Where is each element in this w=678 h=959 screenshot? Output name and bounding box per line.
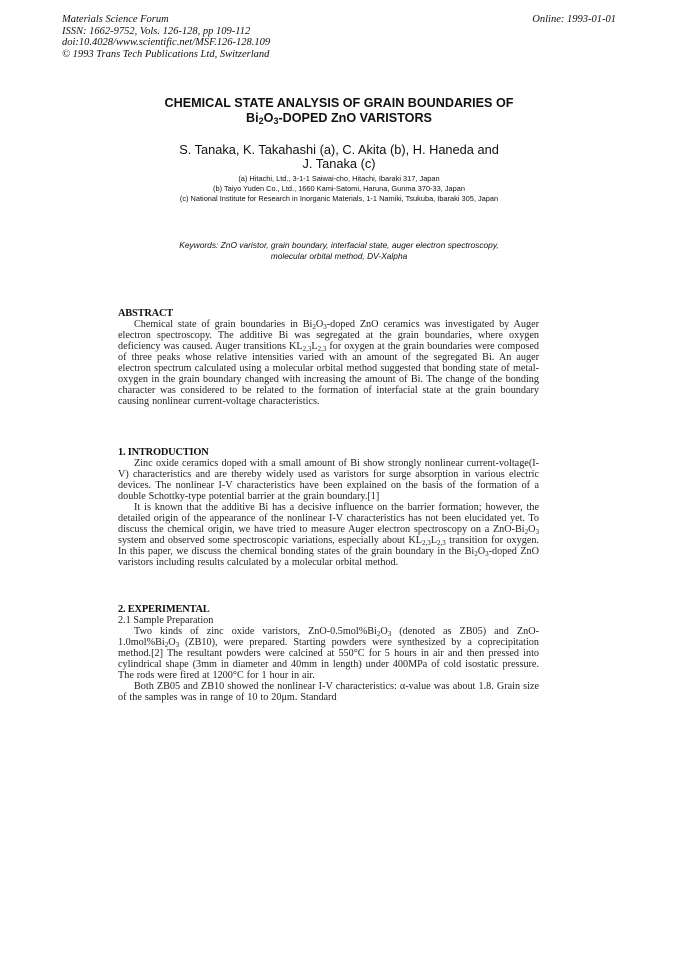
journal-meta [62, 14, 270, 60]
journal-name: Materials Science Forum [62, 14, 169, 25]
online-date: Online: 1993-01-01 [532, 14, 616, 25]
affiliation-a: (a) Hitachi, Ltd., 3-1-1 Saiwai-cho, Hitachi, Ibaraki 317, Japan [238, 174, 440, 183]
keywords-line-2: molecular orbital method, DV-Xalpha [270, 251, 408, 261]
introduction-heading: 1. INTRODUCTION [118, 447, 209, 458]
introduction-paragraph-2: It is known that the additive Bi has a decisive influence on the barrier formation; however, the detailed origin of the appearance of the nonlinear I-V characteristics has not been elucidated yet. To discuss the chemical origin, we have tried to measure Auger electron spectroscopy on a ZnO-$Bi_2O_3$ system and observed some spectroscopic variations, especially about $KL_{2,3}L_{2,3}$ transition for oxygen. In this paper, we discuss the chemical bonding states of the grain boundary in the $Bi_2O_3$-doped ZnO varistors including results calculated by a molecular orbital method. [118, 502, 539, 569]
copyright-line: © 1993 Trans Tech Publications Ltd, Switzerland [62, 48, 270, 60]
issn-line: ISSN: 1662-9752, Vols. 126-128, pp 109-112 [62, 25, 251, 37]
abstract-text: Chemical state of grain boundaries in $Bi_2O_3$-doped ZnO ceramics was investigated by Auger electron spectroscopy. The additive Bi was segregated at the grain boundaries, where oxygen deficiency was caused. Auger transitions $KL_{2,3}L_{2,3}$ for oxygen at the grain boundaries were composed of three peaks whose relative intensities varied with an amount of the segregated Bi. An auger electron spectrum calculated using a molecular orbital method suggested that bonding state of metal-oxygen in the grain boundary changed with increasing the amount of Bi. The change of the bonding character was considered to be related to the formation of interfacial state at the grain boundary causing nonlinear current-voltage characteristics. [118, 319, 540, 408]
doi-link[interactable]: doi:10.4028/www.scientific.net/MSF.126-128.109 [62, 37, 271, 48]
abstract-section [118, 308, 539, 407]
introduction-paragraph-1: Zinc oxide ceramics doped with a small amount of Bi show strongly nonlinear current-voltage(I-V) characteristics and are thereby widely used as varistors for surge absorption in various electric devices. The nonlinear I-V characteristics have been explained on the basis of the formation of a double Schottky-type potential barrier at the grain boundary.[1] [118, 458, 539, 503]
title-line-1: CHEMICAL STATE ANALYSIS OF GRAIN BOUNDARIES OF [164, 96, 514, 110]
sample-preparation-subheading: 2.1 Sample Preparation [118, 615, 214, 627]
affiliation-b: (b) Taiyo Yuden Co., Ltd., 1660 Kami-Satomi, Haruna, Gunma 370-33, Japan [213, 184, 465, 193]
title-line-2: $Bi_2O_3$-DOPED ZnO VARISTORS [246, 111, 432, 126]
authors-line-2: J. Tanaka (c) [302, 156, 376, 171]
keywords-line-1: Keywords: ZnO varistor, grain boundary, interfacial state, auger electron spectroscopy, [179, 240, 499, 250]
experimental-paragraph-2: Both ZB05 and ZB10 showed the nonlinear I-V characteristics: α-value was about 1.8. Grain size of the samples was in range of 10 to 20μm. Standard [118, 681, 539, 704]
introduction-section [118, 447, 539, 569]
experimental-section [118, 604, 539, 703]
affiliations [0, 174, 678, 204]
experimental-paragraph-1: Two kinds of zinc oxide varistors, ZnO-$0.5mol\%Bi_2O_3$ (denoted as ZB05) and ZnO-$1.0mol\%Bi_2O_3$ (ZB10), were prepared. Starting powders were synthesized by a coprecipitation method.[2] The resultant powders were calcined at 550°C for 5 hours in air and then pressed into cylindrical shape (3mm in diameter and 40mm in length) under 400MPa of cold isostatic pressure. The rods were fired at 1200°C for 1 hour in air. [118, 626, 539, 682]
affiliation-c: (c) National Institute for Research in Inorganic Materials, 1-1 Namiki, Tsukuba, Ibaraki 305, Japan [179, 194, 499, 203]
abstract-heading: ABSTRACT [118, 308, 173, 319]
experimental-heading: 2. EXPERIMENTAL [118, 604, 210, 615]
authors-line-1: S. Tanaka, K. Takahashi (a), C. Akita (b), H. Haneda and [179, 142, 499, 157]
paper-title [0, 96, 678, 126]
author-list [0, 143, 678, 171]
keywords [0, 240, 678, 262]
